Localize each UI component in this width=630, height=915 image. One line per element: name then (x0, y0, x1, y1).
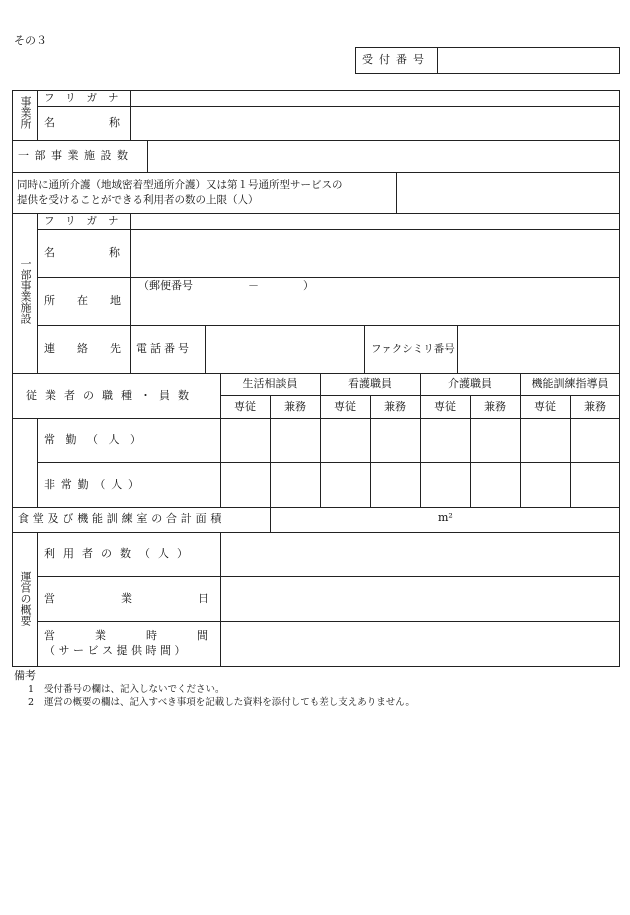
sub-header-dedicated: 専従 (434, 400, 456, 413)
office-name-field[interactable] (131, 107, 619, 139)
sub-header-concurrent: 兼務 (584, 400, 606, 413)
office-furigana-label: フリガナ (44, 92, 130, 104)
area-field[interactable] (271, 508, 431, 531)
contact-label: 連絡先 (44, 342, 143, 355)
staff-cell[interactable] (571, 419, 619, 461)
phone-label: 電話番号 (136, 342, 192, 355)
row-label-parttime: 非常勤（人） (44, 478, 145, 491)
receipt-number-field[interactable] (438, 48, 619, 73)
partial-count-label: 一部事業施設数 (18, 149, 134, 162)
note-text: 受付番号の欄は、記入しないでください。 (44, 684, 225, 695)
job-type-trainer: 機能訓練指導員 (531, 377, 609, 390)
capacity-label-line2: 提供を受けることができる利用者の数の上限（人） (17, 194, 259, 206)
fax-label: ファクシミリ番号 (371, 343, 455, 355)
note-number: 2 (28, 697, 35, 708)
staff-cell[interactable] (371, 419, 419, 461)
note-text: 運営の概要の欄は、記入すべき事項を記載した資料を添付しても差し支えありません。 (44, 697, 415, 708)
staff-cell[interactable] (521, 419, 569, 461)
staff-cell[interactable] (521, 463, 569, 506)
staff-cell[interactable] (321, 419, 369, 461)
facility-furigana-field[interactable] (131, 214, 619, 228)
job-type-nurse: 看護職員 (348, 377, 392, 390)
note-number: 1 (28, 684, 35, 695)
staff-cell[interactable] (271, 463, 319, 506)
facility-address-field[interactable] (131, 278, 619, 324)
job-type-caregiver: 介護職員 (448, 377, 492, 390)
staff-cell[interactable] (371, 463, 419, 506)
facility-furigana-label: フリガナ (44, 215, 130, 227)
business-hours-field[interactable] (221, 622, 619, 666)
business-hours-label: 営業時間 (44, 629, 248, 642)
staff-cell[interactable] (271, 419, 319, 461)
service-hours-label: （サービス提供時間） (44, 644, 189, 657)
staff-cell[interactable] (471, 463, 519, 506)
form-number-label: その３ (14, 34, 47, 47)
staff-header-label: 従業者の職種・員数 (26, 389, 197, 402)
fax-field[interactable] (458, 326, 619, 372)
users-count-label: 利用者の数（人） (44, 547, 196, 560)
office-group-label: 事業所 (19, 96, 32, 129)
facility-name-label: 名称 (44, 246, 174, 259)
business-days-field[interactable] (221, 577, 619, 620)
facility-address-label: 所在地 (44, 294, 143, 307)
sub-header-dedicated: 専従 (234, 400, 256, 413)
receipt-number-label: 受付番号 (362, 53, 430, 66)
area-label: 食堂及び機能訓練室の合計面積 (18, 512, 226, 525)
staff-cell[interactable] (221, 463, 269, 506)
staff-cell[interactable] (471, 419, 519, 461)
notes-title: 備考 (14, 669, 36, 682)
row-label-fulltime: 常勤（人） (44, 433, 152, 446)
staff-cell[interactable] (221, 419, 269, 461)
operation-group-label: 運営の概要 (19, 571, 32, 626)
facility-name-field[interactable] (131, 230, 619, 276)
partial-count-field[interactable] (148, 141, 619, 171)
users-count-field[interactable] (221, 533, 619, 575)
sub-header-concurrent: 兼務 (484, 400, 506, 413)
job-type-counselor: 生活相談員 (242, 377, 298, 390)
sub-header-dedicated: 専従 (334, 400, 356, 413)
phone-field[interactable] (206, 326, 363, 372)
staff-cell[interactable] (321, 463, 369, 506)
capacity-field[interactable] (397, 173, 619, 212)
facility-group-label: 一部事業施設 (19, 258, 32, 324)
sub-header-concurrent: 兼務 (384, 400, 406, 413)
sub-header-concurrent: 兼務 (284, 400, 306, 413)
staff-cell[interactable] (421, 463, 469, 506)
capacity-label-line1: 同時に通所介護（地域密着型通所介護）又は第１号通所型サービスの (17, 179, 343, 191)
office-furigana-field[interactable] (131, 91, 619, 105)
business-days-label: 営業日 (44, 592, 275, 605)
area-unit: m² (438, 511, 453, 524)
sub-header-dedicated: 専従 (534, 400, 556, 413)
office-name-label: 名称 (44, 116, 174, 129)
staff-cell[interactable] (421, 419, 469, 461)
staff-cell[interactable] (571, 463, 619, 506)
postal-code-text: （郵便番号 － ） (138, 279, 314, 292)
